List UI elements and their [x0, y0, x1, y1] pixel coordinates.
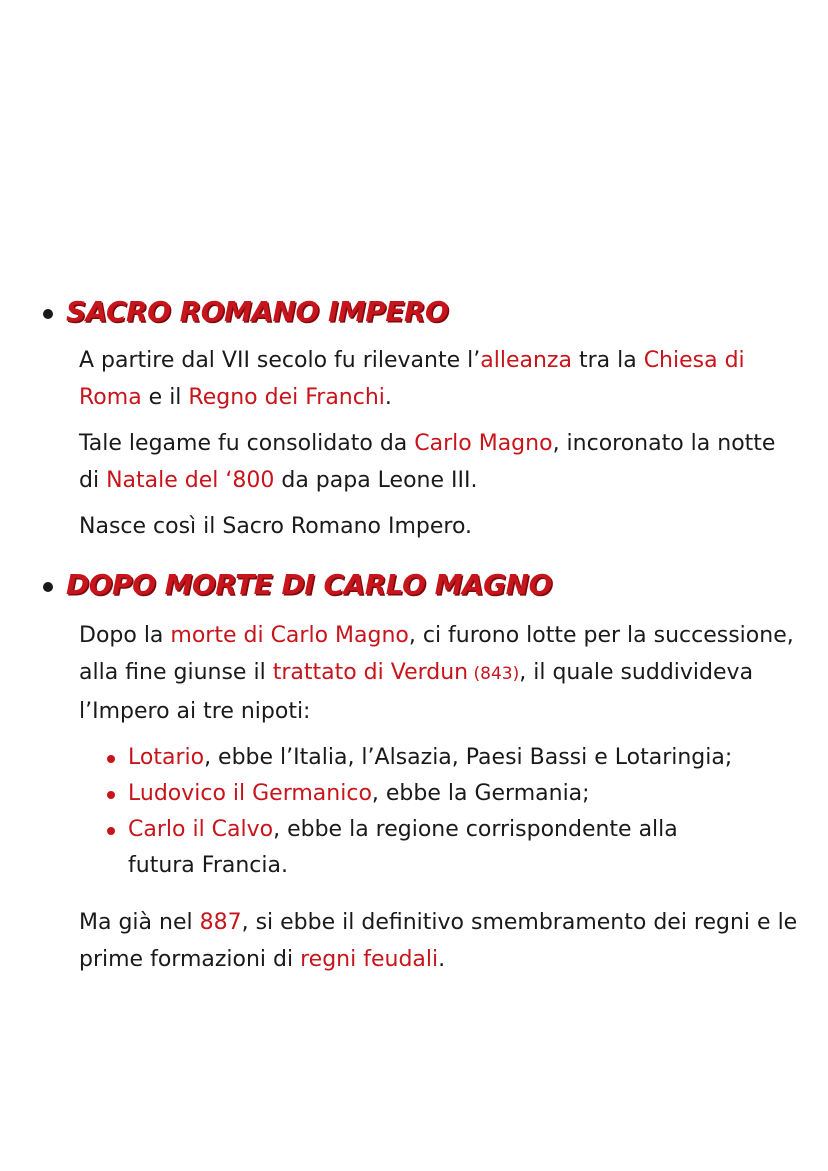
text: Nasce così il Sacro Romano Impero. [79, 514, 473, 539]
highlight: Regno dei Franchi [188, 385, 385, 410]
highlight: regni feudali [300, 947, 439, 972]
bullet-icon [107, 755, 115, 763]
highlight: alleanza [480, 348, 572, 373]
text: Dopo la [79, 623, 171, 648]
text: , si ebbe il definitivo smembramento dei regni e le prime formazioni di [79, 910, 798, 972]
heirs-list [0, 740, 828, 884]
paragraph [0, 508, 799, 545]
text: , ebbe l’Italia, l’Alsazia, Paesi Bassi e Lotaringia; [204, 745, 733, 770]
section-dopo-morte-carlo-magno [0, 565, 828, 978]
bullet-icon [43, 582, 53, 592]
paragraph [0, 617, 799, 730]
text: Ma già nel [79, 910, 200, 935]
heir-name: Ludovico il Germanico [128, 781, 372, 806]
paragraph [0, 425, 799, 499]
text: , incoronato la notte di [79, 431, 776, 493]
list-item [0, 740, 748, 776]
section-heading [0, 565, 828, 605]
paragraph [0, 904, 799, 978]
highlight: Carlo Magno [414, 431, 553, 456]
text: , ci furono lotte per la successione, alla fine giunse il [79, 623, 794, 685]
highlight-year: (843) [468, 664, 520, 684]
list-item [0, 812, 748, 884]
text: da papa Leone III. [274, 468, 478, 493]
section-heading [0, 292, 828, 332]
highlight: morte di Carlo Magno [170, 623, 409, 648]
highlight: trattato di Verdun [272, 660, 469, 685]
section-sacro-romano-impero [0, 292, 828, 545]
text: , ebbe la Germania; [371, 781, 590, 806]
text: e il [141, 385, 189, 410]
section-title: SACRO ROMANO IMPERO [66, 295, 449, 328]
text: , ebbe la regione corrispondente alla futura Francia. [128, 817, 678, 878]
text: tra la [571, 348, 644, 373]
bullet-icon [43, 309, 53, 319]
highlight: Natale del ‘800 [106, 468, 275, 493]
heir-name: Lotario [128, 745, 205, 770]
paragraph [0, 342, 799, 416]
bullet-icon [107, 827, 115, 835]
list-item [0, 776, 748, 812]
text: . [438, 947, 446, 972]
highlight: 887 [199, 910, 242, 935]
highlight: Chiesa di Roma [79, 348, 745, 410]
section-title: DOPO MORTE DI CARLO MAGNO [66, 568, 552, 601]
text: , il quale suddivideva l’Impero ai tre nipoti: [79, 660, 754, 724]
bullet-icon [107, 791, 115, 799]
text: A partire dal VII secolo fu rilevante l’ [79, 348, 481, 373]
text: Tale legame fu consolidato da [79, 431, 415, 456]
text: . [384, 385, 392, 410]
heir-name: Carlo il Calvo [128, 817, 274, 842]
